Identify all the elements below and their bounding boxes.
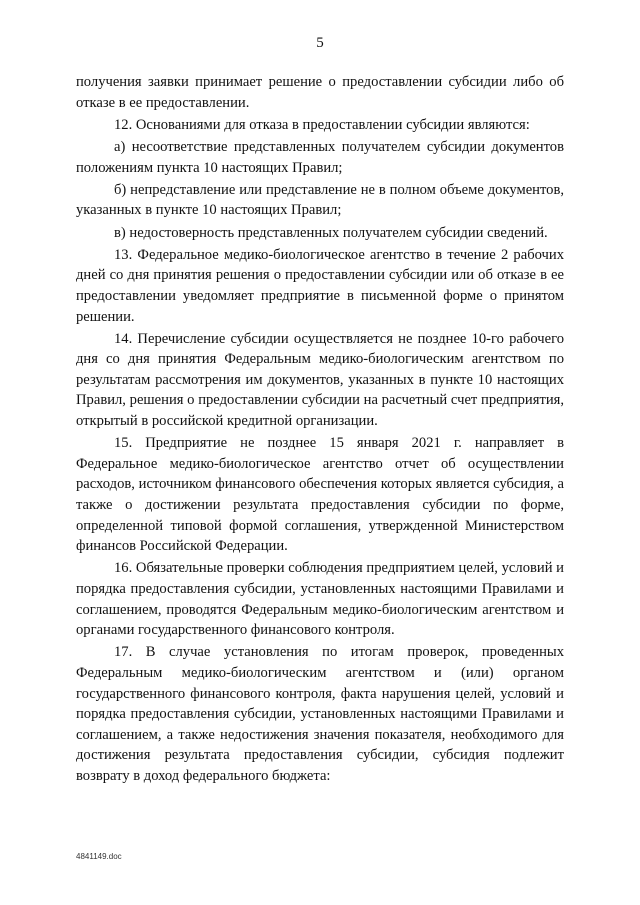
document-body (76, 72, 564, 788)
file-name-footer: 4841149.doc (76, 852, 122, 861)
paragraph-item-17: 17. В случае установления по итогам проверок, проведенных Федеральным медико-биологическим агентством и (или) органом государственного финансового контроля, факта нарушения целей, условий и порядка предоставления субсидии, установленных настоящими Правилами и соглашением, а также недостижения значения показателя, необходимого для достижения результата предоставления субсидии, субсидия подлежит возврату в доход федерального бюджета: (76, 644, 564, 784)
paragraph-subitem-a: а) несоответствие представленных получателем субсидии документов положениям пункта 10 настоящих Правил; (76, 138, 564, 176)
paragraph-item-14: 14. Перечисление субсидии осуществляется не позднее 10-го рабочего дня со дня принятия Федеральным медико-биологическим агентством по результатам рассмотрения им документов, указанных в пункте 10 настоящих Правил, решения о предоставлении субсидии на расчетный счет предприятия, открытый в российской кредитной организации. (76, 330, 564, 430)
paragraph-item-13: 13. Федеральное медико-биологическое агентство в течение 2 рабочих дней со дня принятия решения о предоставлении субсидии или об отказе в ее предоставлении уведомляет предприятие в письменной форме о принятом решении. (76, 246, 564, 325)
paragraph-subitem-b: б) непредставление или представление не в полном объеме документов, указанных в пункте 10 настоящих Правил; (76, 181, 564, 219)
paragraph-item-15: 15. Предприятие не позднее 15 января 2021 г. направляет в Федеральное медико-биологическое агентство отчет об осуществлении расходов, источником финансового обеспечения которых является субсидия, а также о достижении результата предоставления субсидии по форме, определенной типовой формой соглашения, утвержденной Министерством финансов Российской Федерации. (76, 435, 564, 555)
paragraph-subitem-v: в) недостоверность представленных получателем субсидии сведений. (114, 224, 548, 241)
page-number: 5 (316, 35, 324, 51)
paragraph-item-12: 12. Основаниями для отказа в предоставлении субсидии являются: (114, 116, 530, 133)
paragraph-continuation: получения заявки принимает решение о предоставлении субсидии либо об отказе в ее предоставлении. (76, 74, 564, 111)
paragraph-item-16: 16. Обязательные проверки соблюдения предприятием целей, условий и порядка предоставления субсидии, установленных настоящими Правилами и соглашением, проводятся Федеральным медико-биологическим агентством и органами государственного финансового контроля. (76, 560, 564, 639)
